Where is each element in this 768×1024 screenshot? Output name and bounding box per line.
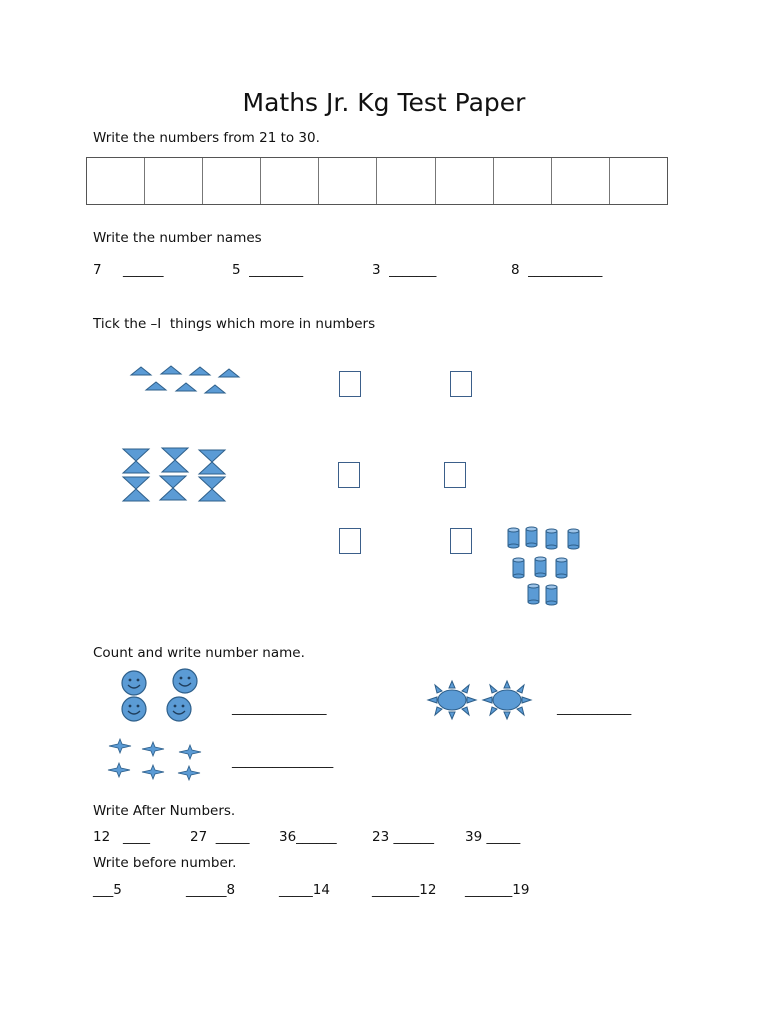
star-icon [109, 739, 131, 753]
before-number-item[interactable]: ______8 [186, 882, 236, 898]
grid-cell[interactable] [377, 158, 435, 204]
cylinder-shape [556, 558, 567, 578]
cylinders-group [506, 526, 586, 608]
smiley-icon [122, 697, 146, 721]
hourglass-shape [199, 450, 225, 474]
number-name-item[interactable]: 5 ________ [232, 262, 304, 278]
sun-icon [428, 681, 476, 719]
before-number-item[interactable]: ___5 [93, 882, 122, 898]
number-grid [86, 157, 668, 205]
number-name-item[interactable]: 8 ___________ [511, 262, 603, 278]
before-number-item[interactable]: _______19 [465, 882, 530, 898]
grid-cell[interactable] [203, 158, 261, 204]
after-number-item[interactable]: 23 ______ [372, 829, 434, 845]
star-group [106, 738, 206, 782]
count-blank[interactable]: ___________ [557, 700, 632, 716]
count-blank[interactable]: _______________ [232, 753, 334, 769]
grid-cell[interactable] [319, 158, 377, 204]
tick-box[interactable] [339, 371, 361, 397]
tick-box[interactable] [450, 371, 472, 397]
before-number-item[interactable]: _____14 [279, 882, 330, 898]
triangles-group [128, 364, 248, 404]
smiley-group [118, 668, 202, 722]
instruction-after-numbers: Write After Numbers. [93, 803, 236, 819]
number-name-item[interactable]: 3 _______ [372, 262, 437, 278]
hourglass-shape [123, 477, 149, 501]
page-title: Maths Jr. Kg Test Paper [242, 88, 526, 117]
star-icon [178, 766, 200, 780]
star-icon [142, 765, 164, 779]
hourglass-shape [123, 449, 149, 473]
triangle-shape [161, 366, 181, 374]
star-icon [179, 745, 201, 759]
cylinder-shape [513, 558, 524, 578]
after-number-item[interactable]: 36______ [279, 829, 337, 845]
grid-cell[interactable] [436, 158, 494, 204]
triangle-shape [205, 385, 225, 393]
grid-cell[interactable] [552, 158, 610, 204]
hourglass-group [122, 448, 232, 504]
number-name-item[interactable]: 7 ______ [93, 262, 164, 278]
cylinder-shape [546, 529, 557, 549]
triangle-shape [131, 367, 151, 375]
sun-group [426, 680, 538, 720]
before-number-item[interactable]: _______12 [372, 882, 437, 898]
after-number-item[interactable]: 12 ____ [93, 829, 151, 845]
after-number-item[interactable]: 27 _____ [190, 829, 250, 845]
cylinder-shape [546, 585, 557, 605]
tick-box[interactable] [338, 462, 360, 488]
cylinder-shape [508, 528, 519, 548]
instruction-tick: Tick the –I things which more in numbers [93, 316, 376, 332]
cylinder-shape [528, 584, 539, 604]
instruction-number-names: Write the number names [93, 230, 262, 246]
smiley-icon [167, 697, 191, 721]
smiley-icon [122, 671, 146, 695]
grid-cell[interactable] [610, 158, 667, 204]
tick-box[interactable] [444, 462, 466, 488]
star-icon [108, 763, 130, 777]
triangle-shape [219, 369, 239, 377]
grid-cell[interactable] [494, 158, 552, 204]
hourglass-shape [162, 448, 188, 472]
tick-box[interactable] [450, 528, 472, 554]
cylinder-shape [568, 529, 579, 549]
triangle-shape [190, 367, 210, 375]
tick-box[interactable] [339, 528, 361, 554]
instruction-count: Count and write number name. [93, 645, 305, 661]
star-icon [142, 742, 164, 756]
grid-cell[interactable] [87, 158, 145, 204]
smiley-icon [173, 669, 197, 693]
count-blank[interactable]: ______________ [232, 700, 327, 716]
instruction-write-numbers: Write the numbers from 21 to 30. [93, 130, 320, 146]
after-number-item[interactable]: 39 _____ [465, 829, 521, 845]
hourglass-shape [160, 476, 186, 500]
cylinder-shape [535, 557, 546, 577]
triangle-shape [146, 382, 166, 390]
instruction-before-number: Write before number. [93, 855, 237, 871]
grid-cell[interactable] [145, 158, 203, 204]
sun-icon [483, 681, 531, 719]
grid-cell[interactable] [261, 158, 319, 204]
cylinder-shape [526, 527, 537, 547]
triangle-shape [176, 383, 196, 391]
hourglass-shape [199, 477, 225, 501]
